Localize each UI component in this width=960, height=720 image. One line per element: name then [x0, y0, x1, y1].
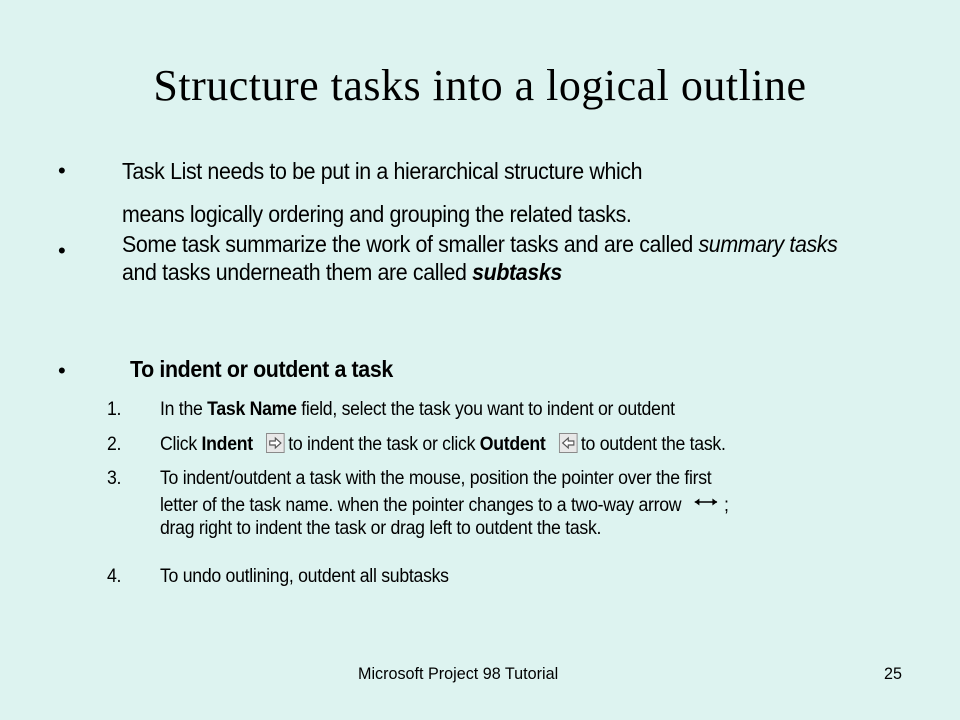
- summary-tasks-term: summary tasks: [698, 231, 838, 257]
- slide-title: Structure tasks into a logical outline: [153, 61, 807, 110]
- step-3-text: [160, 467, 885, 540]
- bullet-1-line-1: Task List needs to be put in a hierarchical structure which: [122, 158, 643, 184]
- step-2-number: 2.: [107, 434, 122, 455]
- step-3-number: 3.: [107, 468, 122, 489]
- bullet-2-text-a: Some task summarize the work of smaller tasks and are called: [122, 231, 699, 257]
- bullet-2-text-b: and tasks underneath them are called: [122, 259, 473, 285]
- page-number: 25: [884, 664, 902, 683]
- step-3-line-2-text: letter of the task name. when the pointer changes to a two-way arrow: [160, 495, 682, 516]
- bullet-1-line-2: means logically ordering and grouping the related tasks.: [122, 201, 632, 227]
- bullet-marker: •: [58, 238, 66, 263]
- bullet-marker: •: [58, 358, 66, 383]
- indent-arrow-icon: [266, 433, 285, 453]
- footer-title: Microsoft Project 98 Tutorial: [358, 664, 559, 683]
- step-3-line-1: To indent/outdent a task with the mouse, position the pointer over the first: [160, 468, 712, 489]
- outdent-term: Outdent: [479, 434, 546, 455]
- step-1-text: [160, 398, 885, 421]
- step-3-semicolon: ;: [724, 495, 729, 516]
- bullet-1: [122, 150, 857, 236]
- task-name-term: Task Name: [207, 399, 297, 420]
- step-3-line-2: [160, 490, 885, 517]
- step-2-text: [160, 433, 885, 456]
- step-1-number: 1.: [107, 399, 122, 420]
- step-2-a: Click: [160, 434, 202, 455]
- outdent-arrow-icon: [559, 433, 578, 453]
- step-1-a: In the: [160, 399, 208, 420]
- two-way-arrow-icon: [694, 490, 718, 513]
- step-3-line-3: drag right to indent the task or drag left to outdent the task.: [160, 518, 602, 539]
- subtasks-term: subtasks: [472, 259, 562, 285]
- bullet-3-heading: To indent or outdent a task: [130, 356, 393, 382]
- step-1-c: field, select the task you want to indent or outdent: [296, 399, 675, 420]
- step-4-number: 4.: [107, 566, 122, 587]
- bullet-marker: •: [58, 158, 66, 183]
- step-2-c: to indent the task or click: [288, 434, 480, 455]
- step-4-text: To undo outlining, outdent all subtasks: [160, 566, 449, 587]
- bullet-2: [122, 230, 857, 286]
- indent-term: Indent: [201, 434, 253, 455]
- step-2-e: to outdent the task.: [580, 434, 726, 455]
